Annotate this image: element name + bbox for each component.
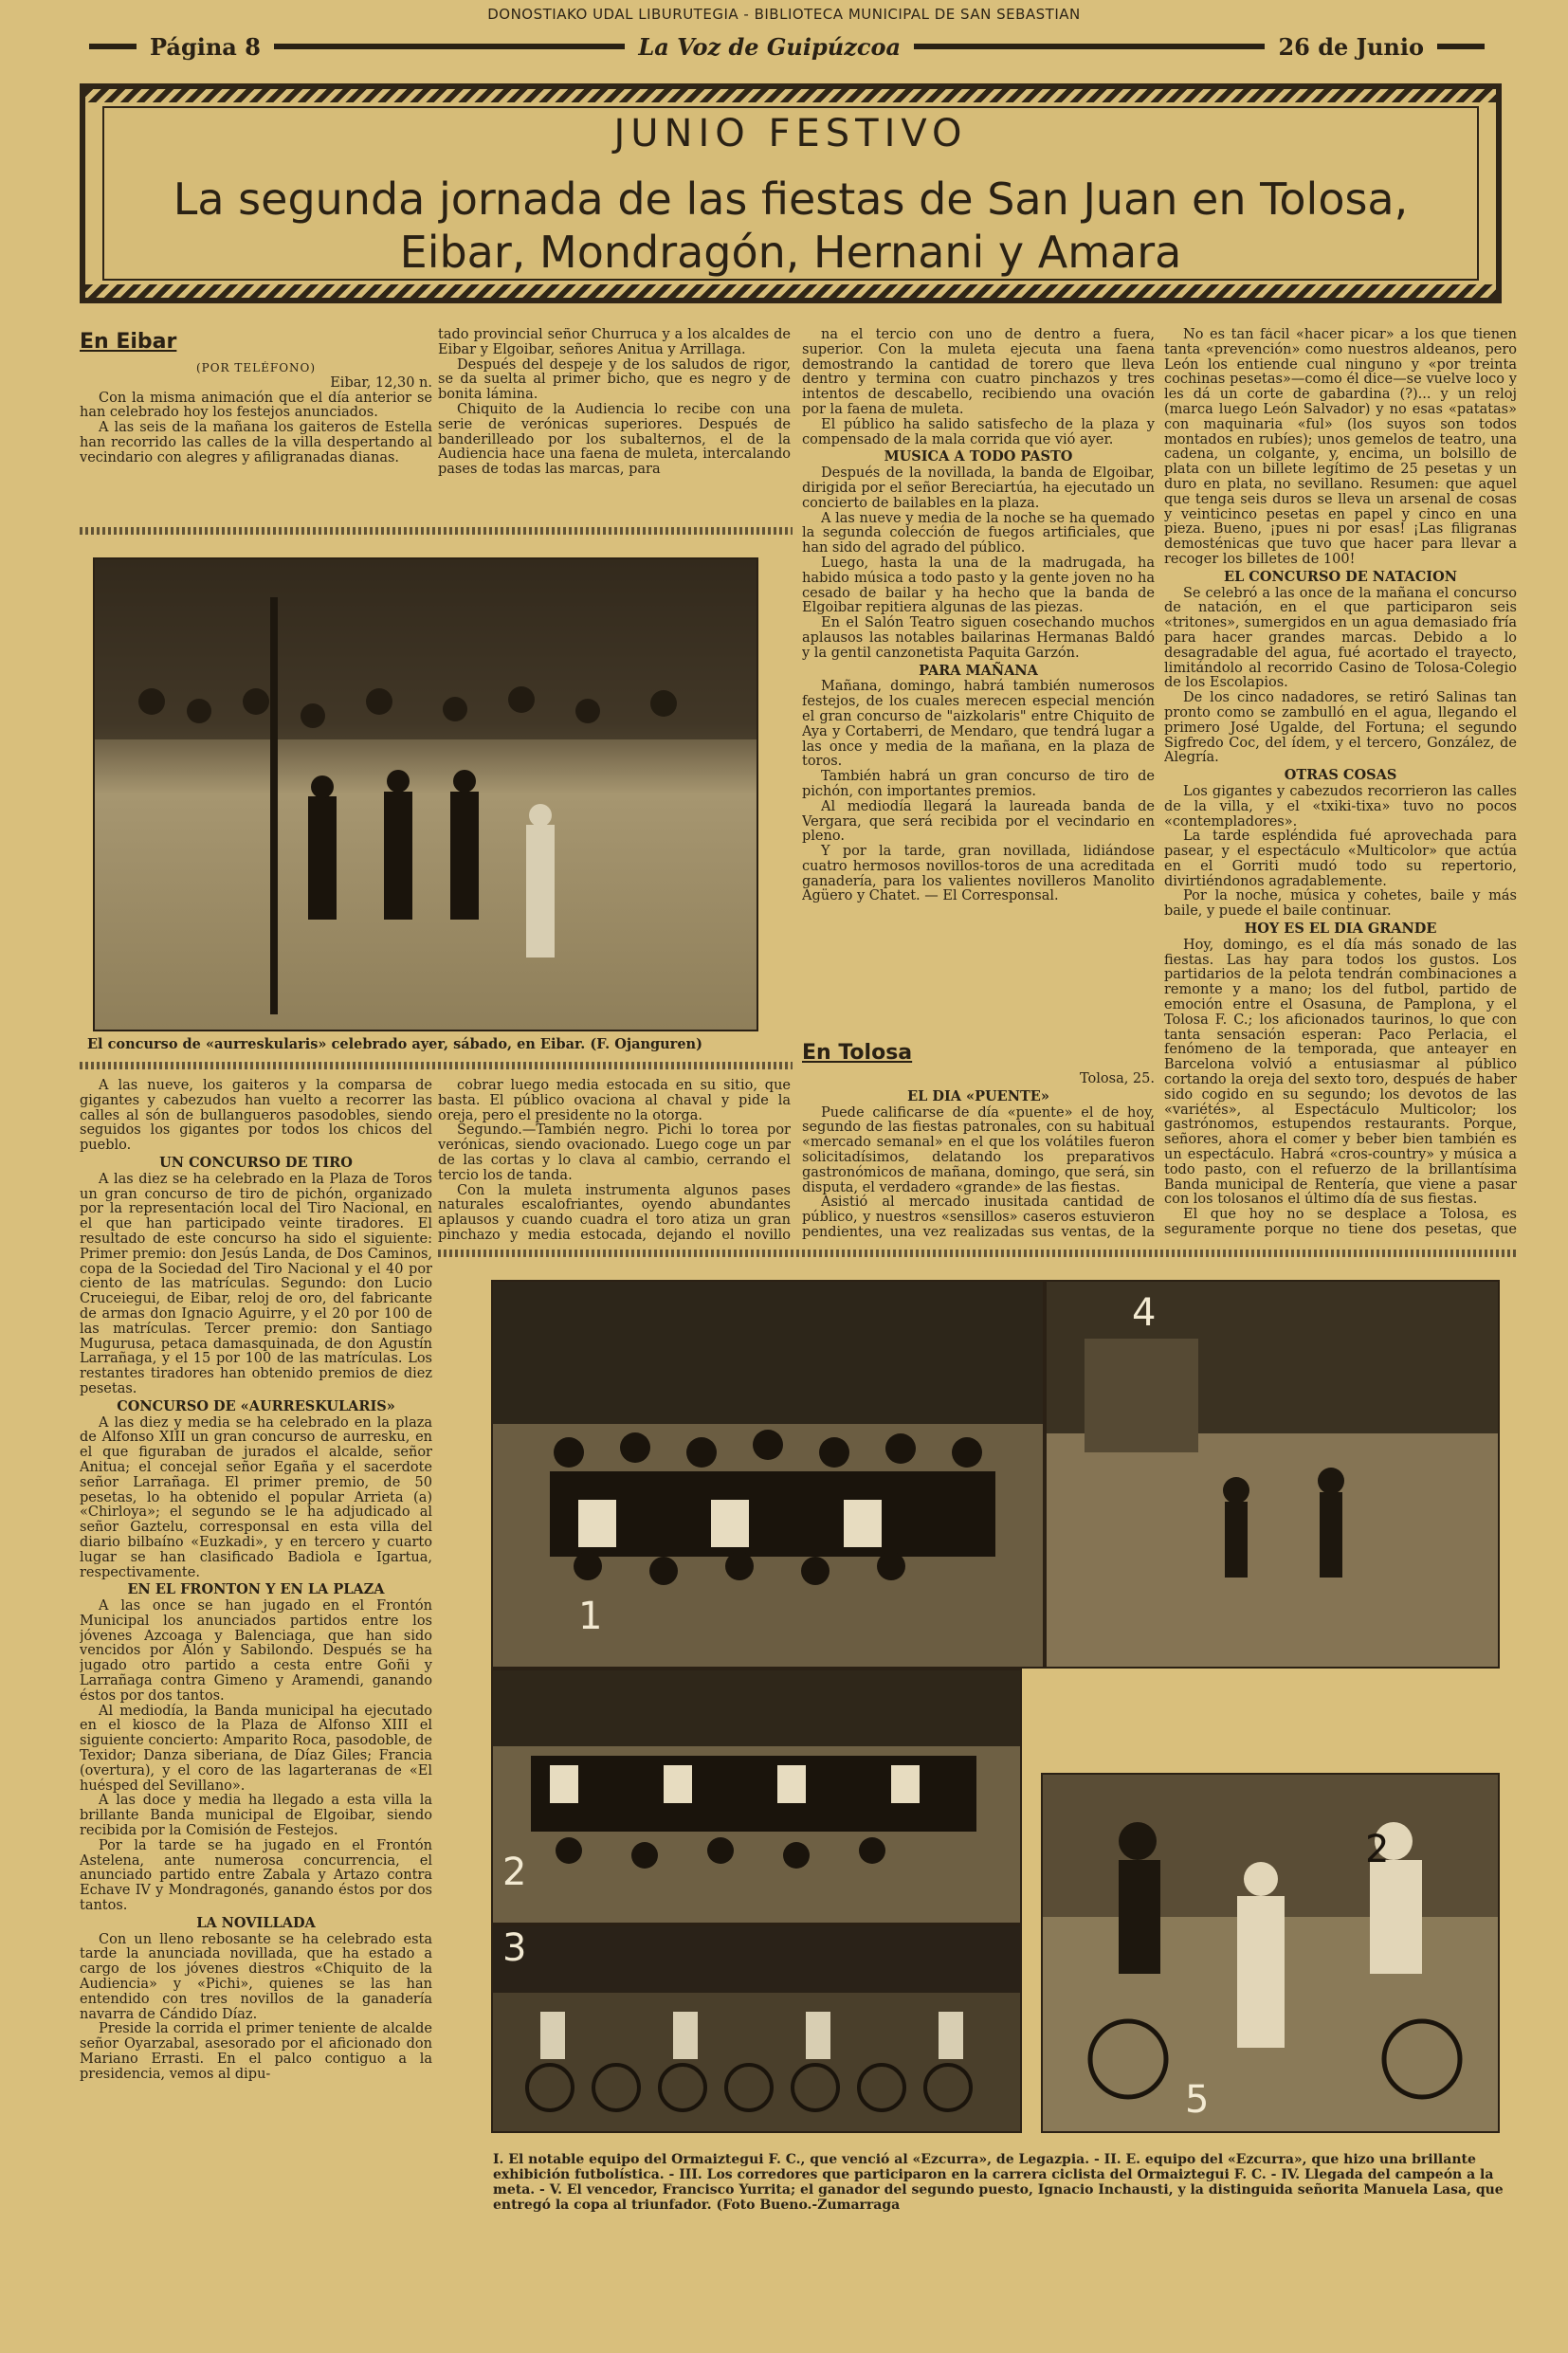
dateline-eibar: Eibar, 12,30 n.	[330, 374, 432, 391]
wavy-rule	[80, 1062, 793, 1069]
paragraph: Preside la corrida el primer teniente de alcalde señor Oyarzabal, asesorado por el aficionado don Mariano Errasti. En el palco contiguo a la presidencia, vemos al dipu-	[80, 2021, 432, 2082]
column-3-body	[802, 328, 1155, 1033]
paragraph: Al mediodía llegará la laureada banda de Vergara, que será recibida por el vecindario en pleno.	[802, 798, 1155, 845]
paragraph: El que hoy no se desplace a Tolosa, es seguramente porque no tiene dos pesetas, que	[1164, 1207, 1517, 1236]
paragraph: Se celebró a las once de la mañana el concurso de natación, en el que participaron seis «tritones», sumergidos en un agua demasiado fría para hacer grandes marcas. Debido a lo desagradable del agua, fué acortado el trayecto, limitándolo al recorrido Casino de Tolosa-Colegio de los Escolapios.	[1164, 585, 1517, 691]
photo-number: 2	[1365, 1828, 1390, 1871]
column-1-body	[80, 1079, 432, 2120]
subheading: UN CONCURSO DE TIRO	[159, 1154, 353, 1171]
wavy-rule	[80, 527, 793, 535]
subheading: MUSICA A TODO PASTO	[884, 448, 1073, 465]
paragraph: A las doce y media ha llegado a esta villa la brillante Banda municipal de Elgoibar, siendo recibida por la Comisión de Festejos.	[80, 1793, 432, 1839]
section-kicker: JUNIO FESTIVO	[613, 112, 968, 155]
paragraph: Asistió al mercado inusitada cantidad de público, y nuestros «sensillos» caseros estuvieron pendientes, una vez realizadas sus ventas, de la	[802, 1195, 1155, 1239]
photo-caption-aurreskularis: El concurso de «aurreskularis» celebrado ayer, sábado, en Eibar. (F. Ojanguren)	[87, 1036, 702, 1052]
subheading: LA NOVILLADA	[196, 1914, 316, 1931]
wavy-rule	[438, 1249, 1517, 1257]
photo-collage	[491, 1280, 1500, 2133]
rule-mid-right	[914, 44, 1265, 49]
headline-line-2: Eibar, Mondragón, Hernani y Amara	[399, 227, 1182, 278]
main-headline	[80, 173, 1502, 279]
paragraph: Por la noche, música y cohetes, baile y más baile, y puede el baile continuar.	[1164, 888, 1517, 920]
paragraph: Después del despeje y de los saludos de rigor, se da suelta al primer bicho, que es negro y de bonita lámina.	[438, 356, 791, 403]
photo-finish-line	[1045, 1280, 1500, 1669]
dateline-tolosa: Tolosa, 25.	[1079, 1072, 1155, 1086]
photo-winner	[1041, 1773, 1500, 2133]
paragraph: A las diez se ha celebrado en la Plaza de Toros un gran concurso de tiro de pichón, organizado por la representación local del Tiro Nacional, en el que han participado veinte tiradores. El resultado de este concurso ha sido el siguiente: Primer premio: don Jesús Landa, de Dos Caminos, copa de la Sociedad del Tiro Nacional y el 40 por ciento de las matrículas. Segundo: don Lucio Cruceiegui, de Eibar, reloj de oro, del fabricante de armas don Ignacio Aguirre, y el 20 por 100 de las matrículas. Tercer premio: don Santiago Mugurusa, petaca damasquinada, de don Agustín Larrañaga, y el 15 por 100 de las matrículas. Los restantes tiradores han obtenido premios de diez pesetas.	[80, 1171, 432, 1396]
section-heading-eibar: En Eibar	[80, 330, 177, 354]
subheading: EL DIA «PUENTE»	[907, 1087, 1049, 1104]
photo-number: 3	[502, 1926, 527, 1970]
rule-mid-left	[274, 44, 625, 49]
paragraph: Puede calificarse de día «puente» el de hoy, segundo de las fiestas patronales, con su habitual «mercado semanal» en el que los volátiles fueron solicitadísimos, delatando los preparativos gastronómicos de mañana, domingo, que será, sin disputa, el verdadero «grande» de las fiestas.	[802, 1104, 1155, 1195]
section-heading-tolosa: En Tolosa	[802, 1041, 913, 1065]
paragraph: De los cinco nadadores, se retiró Salinas tan pronto como se zambulló en el agua, llegando el primero José Ugalde, del Fortuna; el segundo Sigfredo Coc, del ídem, y el tercero, González, de Alegría.	[1164, 690, 1517, 766]
photo-aurreskularis	[93, 557, 758, 1031]
paragraph: El público ha salido satisfecho de la plaza y compensado de la mala corrida que vió ayer.	[802, 416, 1155, 447]
page-number: Página 8	[150, 32, 261, 61]
paragraph: A las seis de la mañana los gaiteros de Estella han recorrido las calles de la villa despertando al vecindario con alegres y afiligranadas dianas.	[80, 420, 432, 465]
paragraph: A las nueve, los gaiteros y la comparsa de gigantes y cabezudos han vuelto a recorrer las calles al són de bullangueros pasodobles, siendo seguidos los gigantes por todos los chicos del pueblo.	[80, 1079, 432, 1154]
paragraph: A las diez y media se ha celebrado en la plaza de Alfonso XIII un gran concurso de aurresku, en el que figuraban de jurados el alcalde, señor Anitua; el concejal señor Egaña y el sacerdote señor Larrañaga. El primer premio, de 50 pesetas, lo ha obtenido el popular Arrieta (a) «Chirloya»; el segundo se le ha adjudicado al señor Gaztelu, corresponsal en esta villa del diario bilbaíno «Euzkadi», y en tercero y cuarto lugar se han clasificado Badiola e Igartua, respectivamente.	[80, 1414, 432, 1580]
paragraph: Con la muleta instrumenta algunos pases naturales escalofriantes, oyendo abundantes aplausos y cuando cuadra el toro atiza un gran pinchazo y media estocada, dejando el novillo	[438, 1182, 791, 1242]
paragraph: También habrá un gran concurso de tiro de pichón, con importantes premios.	[802, 769, 1155, 799]
paragraph: En el Salón Teatro siguen cosechando muchos aplausos las notables bailarinas Hermanas Baldó y la gentil canzonetista Paquita Garzón.	[802, 615, 1155, 661]
tolosa-section	[802, 1041, 1155, 1239]
column-4-body	[1164, 328, 1517, 1236]
paragraph: Hoy, domingo, es el día más sonado de las fiestas. Las hay para todos los gustos. Los partidarios de la pelota tendrán combinaciones a remonte y a mano; los del futbol, partido de emoción entre el Osasuna, de Pamplona, y el Tolosa F. C.; los aficionados taurinos, lo que con tanta sensación esperan: Paco Perlacia, el fenómeno de la temporada, que anteayer en Barcelona volvió a entusiasmar al público cortando la oreja del sexto toro, después de haber sido cogido en su segundo; los devotos de las «variétés», al Espectáculo Multicolor; los gastrónomos, estupendos restaurants. Porque, señores, ahora el comer y beber bien también es un espectáculo. Habrá «cros-country» y música a todo pasto, con el refuerzo de la brillantísima Banda municipal de Rentería, que viene a pasar con los tolosanos el último día de sus fiestas.	[1164, 937, 1517, 1208]
column-2-body	[438, 1079, 791, 1242]
paragraph: Con un lleno rebosante se ha celebrado esta tarde la anunciada novillada, que ha estado a cargo de los jóvenes diestros «Chiquito de la Audiencia» y «Pichi», quienes se las han entendido con tres novillos de la ganadería navarra de Cándido Díaz.	[80, 1931, 432, 2022]
paragraph: A las nueve y media de la noche se ha quemado la segunda colección de fuegos artificiales, que han sido del agrado del público.	[802, 510, 1155, 556]
paragraph: Por la tarde se ha jugado en el Frontón Astelena, ante numerosa concurrencia, el anunciado partido entre Zabala y Artazo contra Echave IV y Mondragonés, ganando éstos por dos tantos.	[80, 1837, 432, 1914]
subheading: HOY ES EL DIA GRANDE	[1244, 921, 1437, 938]
paragraph: na el tercio con uno de dentro a fuera, superior. Con la muleta ejecuta una faena demostrando la cantidad de torero que lleva dentro y termina con cuatro pinchazos y tres intentos de descabello, recibiendo una ovación por la faena de muleta.	[802, 328, 1155, 417]
subheading: CONCURSO DE «AURRESKULARIS»	[117, 1397, 395, 1414]
eibar-intro	[80, 330, 432, 466]
photo-cyclists	[491, 1924, 1022, 2133]
running-head	[76, 32, 1498, 61]
paragraph: Mañana, domingo, habrá también numerosos festejos, de los cuales merecen especial mención el gran concurso de "aizkolaris" entre Chiquito de Aya y Cortaberri, de Mendaro, que tendrá lugar a las once y media de la mañana, en la plaza de toros.	[802, 679, 1155, 770]
paragraph: Con la misma animación que el día anterior se han celebrado hoy los festejos anunciados.	[80, 390, 432, 421]
rule-left	[89, 44, 137, 49]
paragraph: Chiquito de la Audiencia lo recibe con una serie de verónicas superiores. Después de banderilleado por los subalternos, el de la Audiencia hace una faena de muleta, intercalando pases de todas las marcas, para	[438, 401, 791, 478]
photo-number: 5	[1185, 2078, 1210, 2122]
archive-banner: DONOSTIAKO UDAL LIBURUTEGIA - BIBLIOTECA MUNICIPAL DE SAN SEBASTIAN	[487, 6, 1081, 23]
paragraph: A las once se han jugado en el Frontón Municipal los anunciados partidos entre los jóvenes Azcoaga y Balenciaga, que han sido vencidos por Alón y Sabilondo. Después se ha jugado otro partido a cesta entre Goñi y Larrañaga contra Gimeno y Aramendi, ganando éstos por dos tantos.	[80, 1598, 432, 1704]
paragraph: cobrar luego media estocada en su sitio, que basta. El público ovaciona al chaval y pide la oreja, pero el presidente no la otorga.	[438, 1079, 791, 1123]
subheading: EN EL FRONTON Y EN LA PLAZA	[127, 1581, 385, 1598]
paragraph: tado provincial señor Churruca y a los alcaldes de Eibar y Elgoibar, señores Anitua y Arrillaga.	[438, 328, 791, 357]
photo-ezcurra-team	[491, 1669, 1022, 1924]
paragraph: La tarde espléndida fué aprovechada para pasear, y el espectáculo «Multicolor» que actúa en el Gorriti mudó todo su repertorio, divirtiéndonos agradablemente.	[1164, 829, 1517, 889]
photo-collage-caption: I. El notable equipo del Ormaiztegui F. C., que venció al «Ezcurra», de Legazpia. - II. E. equipo del «Ezcurra», que hizo una brillante exhibición futbolística. - III. Los corredores que participaron en la carrera ciclista del Ormaiztegui F. C. - IV. Llegada del campeón a la meta. - V. El vencedor, Francisco Yurrita; el ganador del segundo puesto, Ignacio Inchausti, y la distinguida señorita Manuela Lasa, que entregó la copa al triunfador. (Foto Bueno.-Zumarraga	[493, 2152, 1504, 2213]
paragraph: Los gigantes y cabezudos recorrieron las calles de la villa, y el «txiki-tixa» tuvo no pocos «contempladores».	[1164, 783, 1517, 830]
banner-ornament-bottom	[85, 284, 1496, 298]
paragraph: Segundo.—También negro. Pichi lo torea por verónicas, siendo ovacionado. Luego coge un par de las cortas y lo clava al cambio, cerrando el tercio los de tanda.	[438, 1122, 791, 1183]
paragraph: Y por la tarde, gran novillada, lidiándose cuatro hermosos novillos-toros de una acreditada ganadería, para los valientes novilleros Manolito Agüero y Chatet. — El Corresponsal.	[802, 844, 1155, 904]
photo-ormaiztegui-team	[491, 1280, 1045, 1669]
column-2-top	[438, 328, 791, 518]
subheading: EL CONCURSO DE NATACION	[1224, 568, 1457, 585]
paragraph: Después de la novillada, la banda de Elgoibar, dirigida por el señor Bereciartúa, ha ejecutado un concierto de bailables en la plaza.	[802, 465, 1155, 511]
photo-number: 2	[502, 1851, 527, 1894]
subheading: PARA MAÑANA	[919, 662, 1038, 679]
rule-right	[1437, 44, 1485, 49]
banner-ornament-top	[85, 89, 1496, 102]
subheading: OTRAS COSAS	[1284, 767, 1397, 784]
paper-name: La Voz de Guipúzcoa	[638, 32, 902, 61]
photo-number: 1	[578, 1595, 603, 1638]
photo-number: 4	[1132, 1291, 1157, 1335]
paragraph: No es tan fácil «hacer picar» a los que tienen tanta «prevención» como nuestros aldeanos, pero León los entiende cual ninguno y «por treinta cochinas pesetas»—como él dice—se vuelve loco y les dá un corte de gabardina (?)... y un reloj (marca luego León Salvador) y no esas «patatas» con maquinaria «ful» (los suyos son todos montados en rubíes); unos gemelos de teatro, una cadena, un colgante, y, encima, un bolsillo de plata con un billete legítimo de 25 pesetas y un duro en plata, no sevillano. Resumen: que aquel que tenga seis duros se lleva un arsenal de cosas y veinticinco pesetas en papel y cinco en una pieza. Bueno, ¡pues ni por esas! ¡Las filigranas demosténicas que tuvo que hacer para llevar a recoger los billetes de 100!	[1164, 328, 1517, 567]
byline: (POR TELÉFONO)	[195, 361, 317, 374]
paragraph: Al mediodía, la Banda municipal ha ejecutado en el kiosco de la Plaza de Alfonso XIII el siguiente concierto: Amparito Roca, pasodoble, de Texidor; Danza siberiana, de Díaz Giles; Francia (overtura), y el coro de las lagarteranas de «El huésped del Sevillano».	[80, 1703, 432, 1794]
paragraph: Luego, hasta la una de la madrugada, ha habido música a todo pasto y la gente joven no ha cesado de bailar y ha hecho que la banda de Elgoibar repitiera algunas de las piezas.	[802, 555, 1155, 616]
issue-date: 26 de Junio	[1278, 32, 1424, 61]
headline-line-1: La segunda jornada de las fiestas de San Juan en Tolosa,	[173, 173, 1409, 225]
